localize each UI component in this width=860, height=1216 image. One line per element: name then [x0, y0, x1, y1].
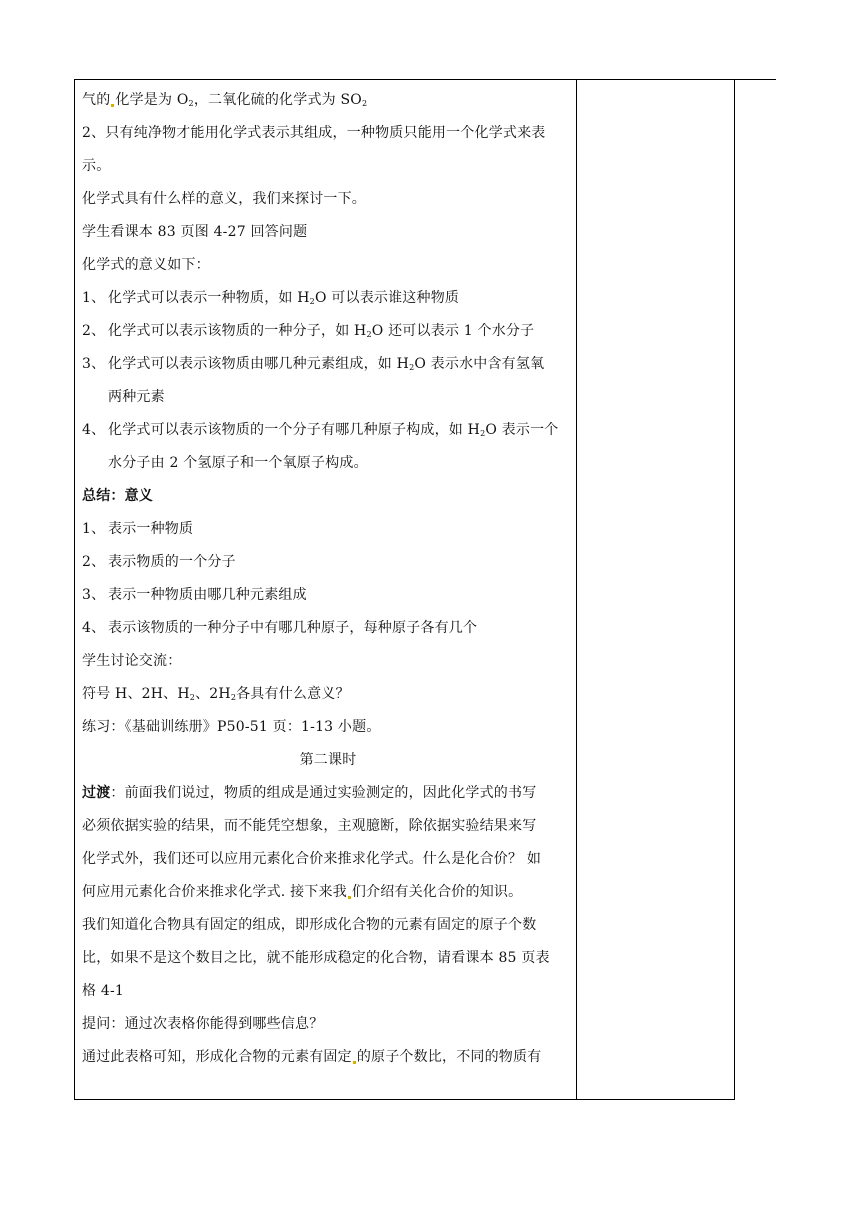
text-line: 必须依据实验的结果，而不能凭空想象，主观臆断，除依据实验结果来写: [82, 818, 537, 834]
text-line: 化学式具有什么样的意义，我们来探讨一下。: [82, 191, 366, 207]
section-heading: 第二课时: [299, 752, 357, 768]
summary-item-4: 4、 表示该物质的一种分子中有哪几种原子，每种原子各有几个: [82, 620, 478, 636]
text-line: 格 4-1: [82, 983, 124, 999]
text-line: 化学式的意义如下：: [82, 257, 210, 273]
marker-icon: [348, 896, 351, 899]
summary-item-3: 3、 表示一种物质由哪几种元素组成: [82, 587, 307, 603]
meaning-item-4-cont: 水分子由 2 个氢原子和一个氧原子构成。: [108, 455, 368, 471]
table-top-border: [74, 79, 776, 80]
transition-line: 过渡：前面我们说过，物质的组成是通过实验测定的，因此化学式的书写: [82, 785, 537, 801]
text-line: 我们知道化合物具有固定的组成，即形成化合物的元素有固定的原子个数: [82, 917, 537, 933]
meaning-item-3-cont: 两种元素: [108, 389, 165, 405]
summary-item-1: 1、 表示一种物质: [82, 521, 194, 537]
table-right-border: [734, 79, 735, 1100]
marker-icon: [353, 1061, 356, 1064]
meaning-item-2: 2、 化学式可以表示该物质的一种分子，如 $H_2O$ 还可以表示 1 个水分子: [82, 323, 535, 339]
text-line: 示。: [82, 158, 111, 174]
lesson-content: [82, 84, 574, 1074]
text-line: 通过此表格可知，形成化合物的元素有固定 的原子个数比，不同的物质有: [82, 1049, 542, 1065]
text-line: 比，如果不是这个数目之比，就不能形成稳定的化合物，请看课本 85 页表: [82, 950, 550, 966]
table-column-divider: [576, 79, 577, 1100]
summary-item-2: 2、 表示物质的一个分子: [82, 554, 236, 570]
meaning-item-1: 1、 化学式可以表示一种物质，如 $H_2O$ 可以表示谁这种物质: [82, 290, 460, 306]
table-bottom-border: [74, 1099, 735, 1100]
practice-line: 练习：《基础训练册》P50-51 页：1-13 小题。: [82, 719, 381, 735]
symbol-question: 符号 H、2H、$H_2$、$2H_2$各具有什么意义？: [82, 686, 350, 702]
text-line: 气的 化学是为 $O_2$，二氧化硫的化学式为 $SO_2$: [82, 92, 368, 108]
meaning-item-3: 3、 化学式可以表示该物质由哪几种元素组成，如 $H_2O$ 表示水中含有氢氧: [82, 356, 545, 372]
summary-heading: 总结：意义: [82, 488, 153, 504]
table-left-border: [74, 79, 75, 1100]
text-line: 学生看课本 83 页图 4-27 回答问题: [82, 224, 308, 240]
text-line: 化学式外，我们还可以应用元素化合价来推求化学式。什么是化合价？ 如: [82, 851, 542, 867]
text-line: 何应用元素化合价来推求化学式. 接下来我 们介绍有关化合价的知识。: [82, 884, 523, 900]
marker-icon: [111, 104, 114, 107]
meaning-item-4: 4、 化学式可以表示该物质的一个分子有哪几种原子构成，如 $H_2O$ 表示一个: [82, 422, 559, 438]
text-line: 学生讨论交流：: [82, 653, 182, 669]
question-line: 提问：通过次表格你能得到哪些信息？: [82, 1016, 324, 1032]
text-line: 2、只有纯净物才能用化学式表示其组成，一种物质只能用一个化学式来表: [82, 125, 546, 141]
